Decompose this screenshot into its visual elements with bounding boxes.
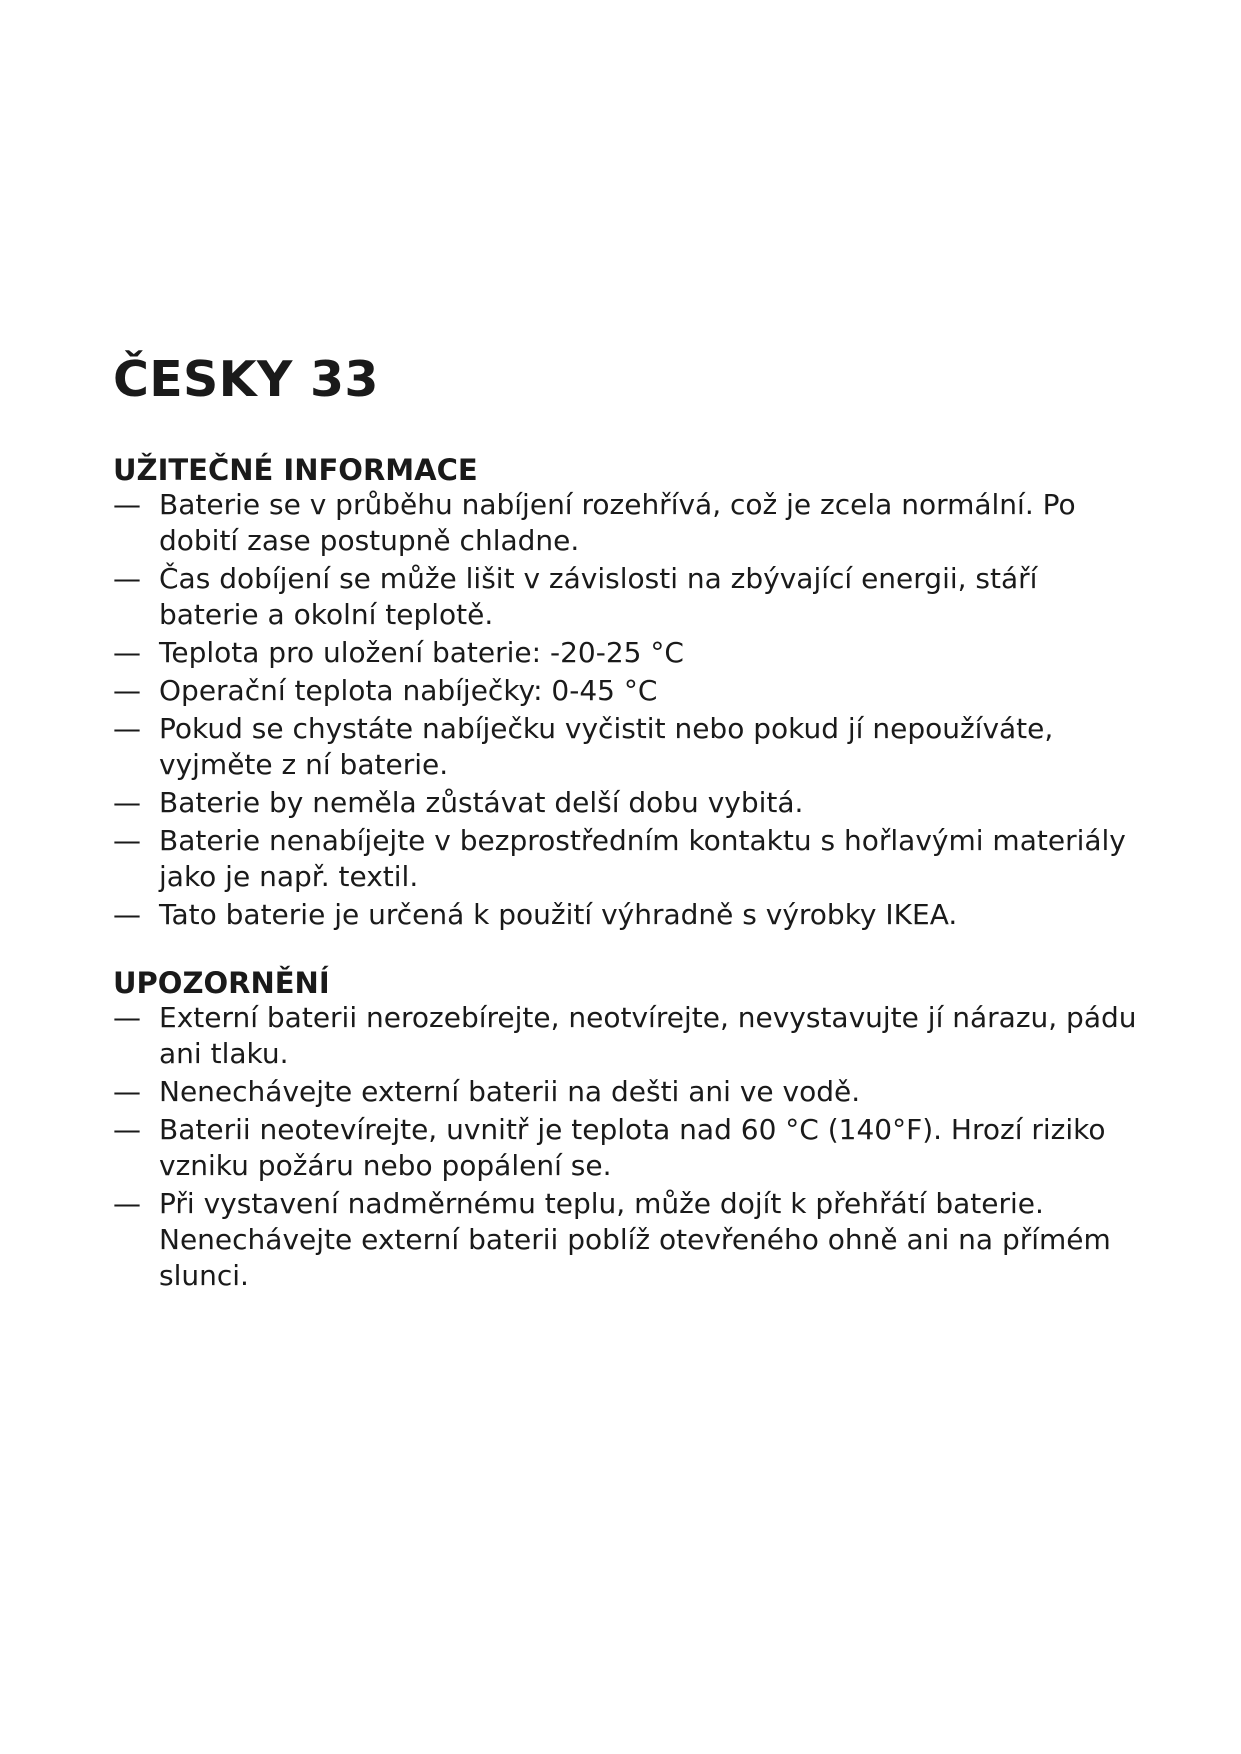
dash-bullet [113, 1000, 145, 1036]
useful-info-list [113, 487, 1143, 933]
list-item: — Baterie nenabíjejte v bezprostředním kontaktu s hořlavými materiály jako je např. textil. [113, 823, 1143, 895]
dash-bullet [113, 823, 145, 859]
dash-bullet [113, 1112, 145, 1148]
list-item: — Baterie se v průběhu nabíjení rozehřívá, což je zcela normální. Po dobití zase postupně chladne. [113, 487, 1143, 559]
dash-bullet [113, 897, 145, 933]
dash-bullet [113, 561, 145, 597]
list-item: — Při vystavení nadměrnému teplu, může dojít k přehřátí baterie. Nenechávejte externí baterii poblíž otevřeného ohně ani na přímém slunci. [113, 1186, 1143, 1294]
dash-bullet [113, 1186, 145, 1222]
list-item: — Čas dobíjení se může lišit v závislosti na zbývající energii, stáří baterie a okolní teplotě. [113, 561, 1143, 633]
list-item: — Baterie by neměla zůstávat delší dobu vybitá. [113, 785, 1143, 821]
list-item: — Baterii neotevírejte, uvnitř je teplota nad 60 °C (140°F). Hrozí riziko vzniku požáru nebo popálení se. [113, 1112, 1143, 1184]
document-page [113, 351, 1143, 1294]
list-item: — Nenechávejte externí baterii na dešti ani ve vodě. [113, 1074, 1143, 1110]
dash-bullet [113, 635, 145, 671]
list-item: — Externí baterii nerozebírejte, neotvírejte, nevystavujte jí nárazu, pádu ani tlaku. [113, 1000, 1143, 1072]
section-heading-useful-info: UŽITEČNÉ INFORMACE [113, 453, 478, 487]
dash-bullet [113, 487, 145, 523]
page-title: ČESKY 33 [113, 351, 379, 408]
list-item: — Operační teplota nabíječky: 0-45 °C [113, 673, 1143, 709]
list-item: — Pokud se chystáte nabíječku vyčistit nebo pokud jí nepoužíváte, vyjměte z ní baterie. [113, 711, 1143, 783]
dash-bullet [113, 711, 145, 747]
dash-bullet [113, 785, 145, 821]
dash-bullet [113, 1074, 145, 1110]
section-heading-warning: UPOZORNĚNÍ [113, 966, 330, 1000]
list-item: — Tato baterie je určená k použití výhradně s výrobky IKEA. [113, 897, 1143, 933]
warning-list [113, 1000, 1143, 1294]
list-item: — Teplota pro uložení baterie: -20-25 °C [113, 635, 1143, 671]
dash-bullet [113, 673, 145, 709]
